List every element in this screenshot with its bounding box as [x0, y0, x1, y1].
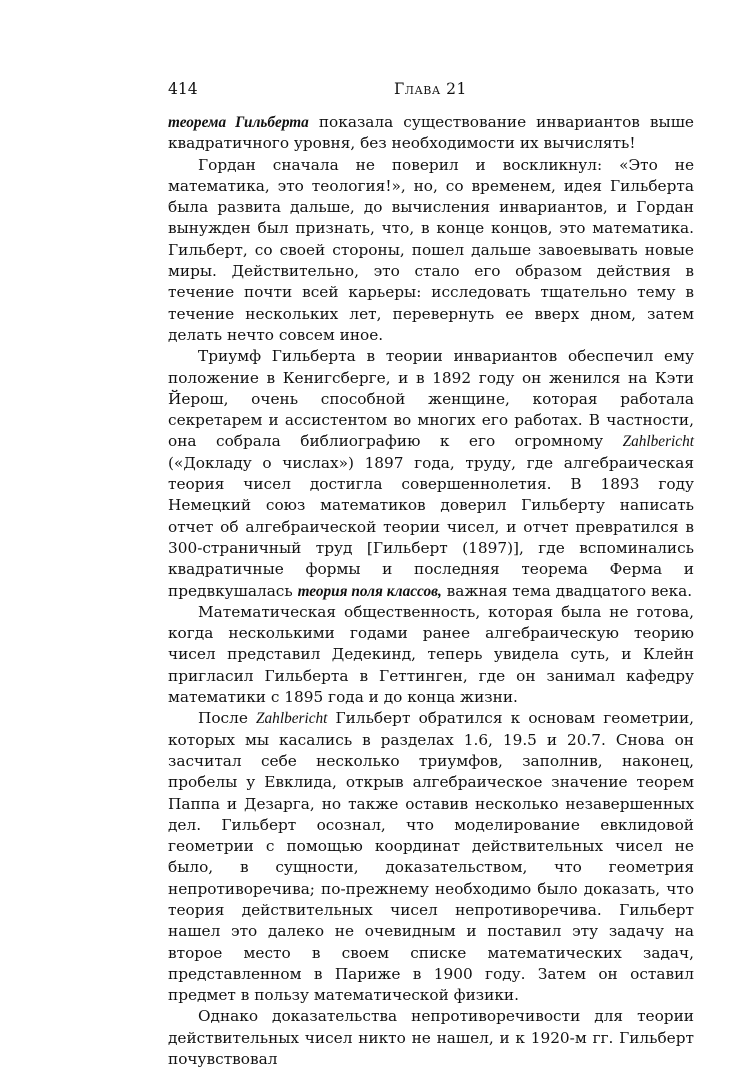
paragraph-text: Гордан сначала не поверил и воскликнул: «Это не математика, это теология!», но, со временем, идея Гильберта была развита дальше, до вычисления инвариантов, и Гордан вынужден был признать, что, в конце концов, это математика. Гильберт, со своей стороны, пошел дальше завоевывать новые миры. Действительно, это стало его образом действия в течение почти всей карьеры: исследовать тщательно тему в течение нескольких лет, перевернуть ее вверх дном, затем делать нечто совсем иное.: [168, 155, 694, 344]
paragraph-text: («Докладу о числах») 1897 года, труду, где алгебраическая теория чисел достигла совершеннолетия. В 1893 году Немецкий союз математиков доверил Гильберту написать отчет об алгебраической теории чисел, и отчет превратился в 300-страничный труд [Гильберт (1897)], где вспоминались квадратичные формы и последняя теорема Ферма и предвкушалась: [168, 453, 694, 600]
italic-title: Zahlbericht: [256, 710, 328, 728]
italic-term: теорема Гильберта: [168, 114, 309, 131]
book-page: [168, 78, 694, 1070]
paragraph-text: Однако доказательства непротиворечивости для теории действительных чисел никто не нашел, и к 1920-м гг. Гильберт почувствовал: [168, 1007, 694, 1069]
italic-title: Zahlbericht: [622, 433, 694, 451]
paragraph-text: важная тема двадцатого века.: [441, 581, 693, 600]
paragraph: [168, 112, 694, 155]
paragraph-text: Математическая общественность, которая была не готова, когда несколькими годами ранее алгебраическую теорию чисел представил Дедекинд, теперь увидела суть, и Клейн пригласил Гильберта в Геттинген, где он занимал кафедру математики с 1895 года и до конца жизни.: [168, 602, 694, 707]
paragraph: [168, 708, 694, 1006]
paragraph-text: показала существование инвариантов выше квадратичного уровня, без необходимости их вычислять!: [168, 113, 694, 153]
page-body: [168, 112, 694, 1070]
italic-term: теория поля классов,: [297, 582, 442, 600]
page-number: 414: [168, 80, 198, 98]
paragraph: [168, 602, 694, 708]
paragraph: [168, 1006, 694, 1070]
paragraph-text: После: [198, 709, 257, 728]
paragraph: [168, 155, 694, 347]
paragraph-text: Триумф Гильберта в теории инвариантов обеспечил ему положение в Кенигсберге, и в 1892 году он женился на Кэти Йерош, очень способной женщине, которая работала секретарем и ассистентом во многих его работах. В частности, она собрала библиографию к его огромному: [168, 347, 694, 451]
running-head: Глава 21: [394, 80, 467, 98]
paragraph: [168, 346, 694, 602]
paragraph-text: Гильберт обратился к основам геометрии, которых мы касались в разделах 1.6, 19.5 и 20.7. Снова он засчитал себе несколько триумфов, заполнив, наконец, пробелы у Евклида, открыв алгебраическое значение теорем Паппа и Дезарга, но также оставив несколько незавершенных дел. Гильберт осознал, что моделирование евклидовой геометрии с помощью координат действительных чисел не было, в сущности, доказательством, что геометрия непротиворечива; по-прежнему необходимо было доказать, что теория действительных чисел непротиворечива. Гильберт нашел это далеко не очевидным и поставил эту задачу на второе место в своем списке математических задач, представленном в Париже в 1900 году. Затем он оставил предмет в пользу математической физики.: [168, 709, 695, 1005]
page-header: [168, 78, 694, 100]
